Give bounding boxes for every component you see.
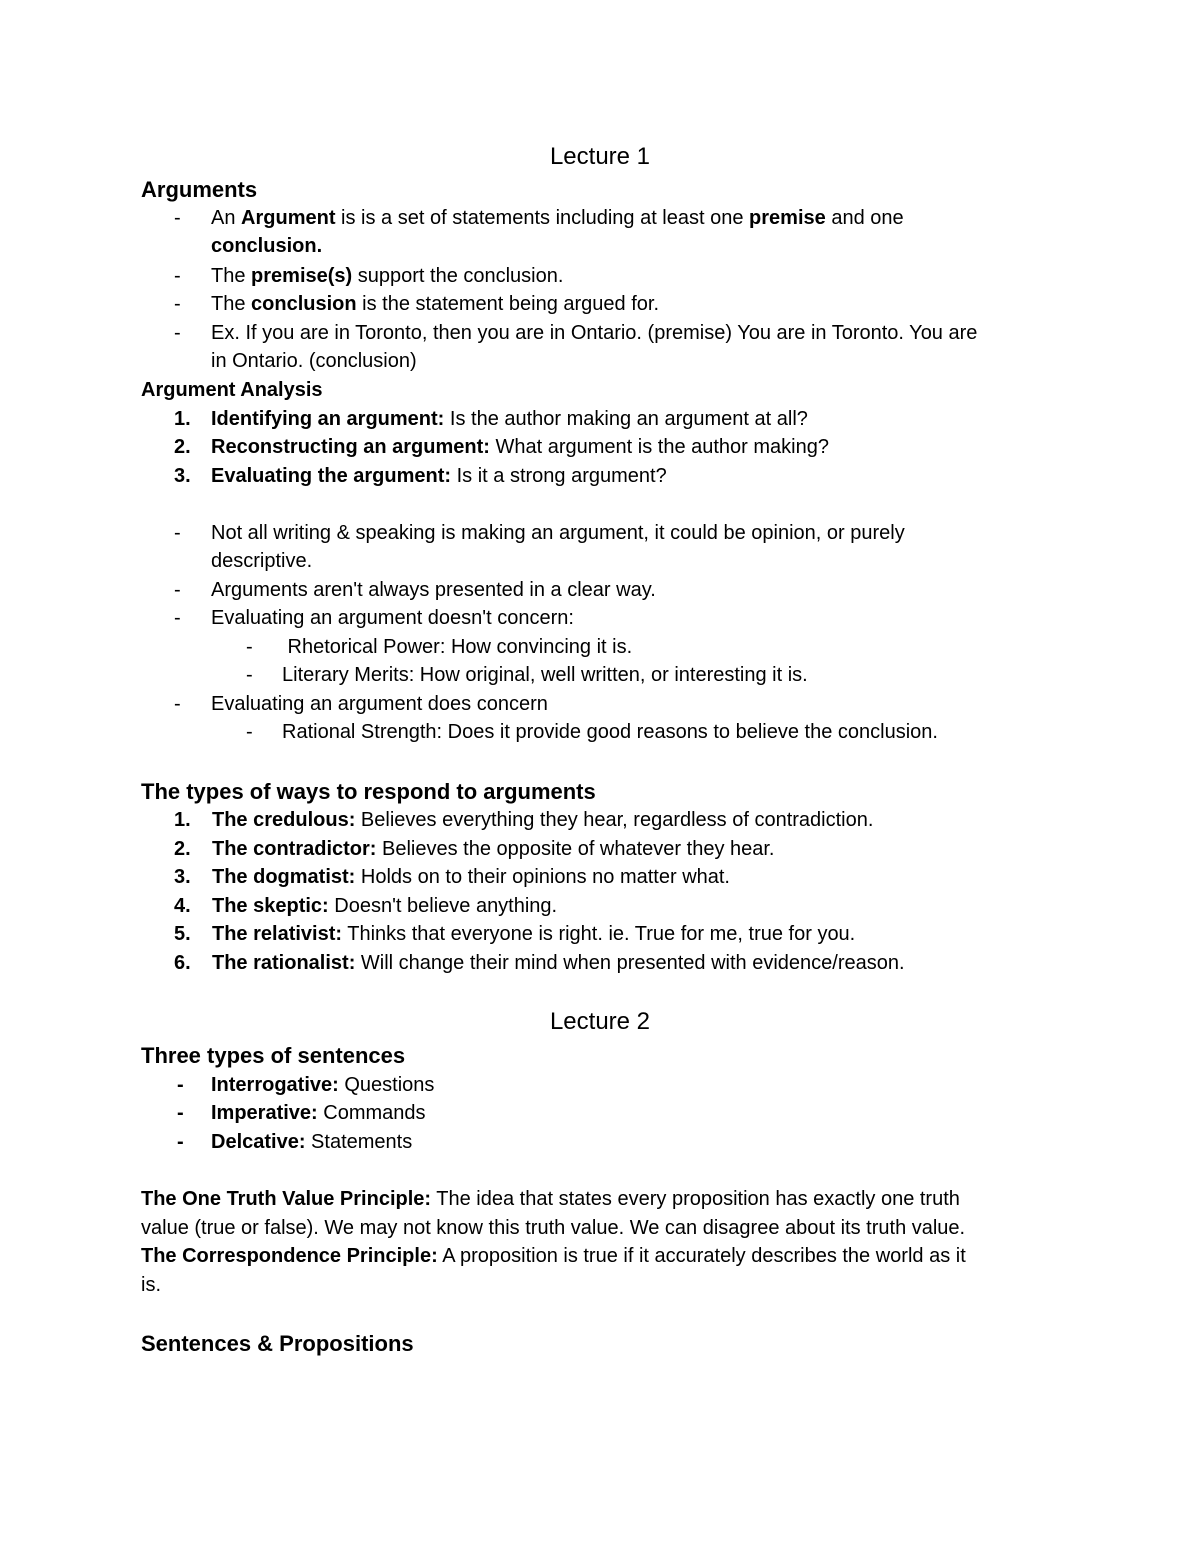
sub-bullet-marker: - <box>246 636 253 658</box>
sentence-types-heading: Three types of sentences <box>141 1043 406 1068</box>
note-line: Arguments aren't always presented in a clear way. <box>211 579 656 601</box>
response-item: The skeptic: Doesn't believe anything. <box>212 895 558 917</box>
argument-definition: An Argument is is a set of statements including at least one premise and one <box>211 207 904 229</box>
argument-analysis-heading: Argument Analysis <box>141 379 323 401</box>
sub-bullet-marker: - <box>246 664 253 686</box>
analysis-step: Reconstructing an argument: What argument is the author making? <box>211 436 829 458</box>
bullet-marker: - <box>177 1074 184 1096</box>
sentence-type-item: Delcative: Statements <box>211 1131 413 1153</box>
bullet-marker: - <box>174 693 181 715</box>
response-number: 2. <box>174 838 191 860</box>
sub-note-line: Literary Merits: How original, well written, or interesting it is. <box>282 664 808 686</box>
one-truth-principle: The One Truth Value Principle: The idea that states every proposition has exactly one truth <box>141 1188 960 1210</box>
example-line-1: Ex. If you are in Toronto, then you are in Ontario. (premise) You are in Toronto. You are <box>211 322 978 344</box>
bullet-marker: - <box>177 1102 184 1124</box>
sentence-type-item: Interrogative: Questions <box>211 1074 435 1096</box>
bullet-marker: - <box>174 607 181 629</box>
response-item: The dogmatist: Holds on to their opinions no matter what. <box>212 866 730 888</box>
response-number: 4. <box>174 895 191 917</box>
conclusion-note: The conclusion is the statement being argued for. <box>211 293 660 315</box>
step-number: 2. <box>174 436 191 458</box>
note-line: Evaluating an argument does concern <box>211 693 548 715</box>
bullet-marker: - <box>174 207 181 229</box>
analysis-step: Identifying an argument: Is the author making an argument at all? <box>211 408 808 430</box>
response-number: 3. <box>174 866 191 888</box>
note-line: Evaluating an argument doesn't concern: <box>211 607 574 629</box>
correspondence-principle: The Correspondence Principle: A proposition is true if it accurately describes the world as it <box>141 1245 966 1267</box>
premise-note: The premise(s) support the conclusion. <box>211 265 564 287</box>
response-item: The credulous: Believes everything they hear, regardless of contradiction. <box>212 809 874 831</box>
correspondence-principle-cont: is. <box>141 1274 161 1296</box>
arguments-heading: Arguments <box>141 177 258 202</box>
note-line: Not all writing & speaking is making an argument, it could be opinion, or purely <box>211 522 905 544</box>
response-item: The relativist: Thinks that everyone is right. ie. True for me, true for you. <box>212 923 856 945</box>
step-number: 1. <box>174 408 191 430</box>
sentences-propositions-heading: Sentences & Propositions <box>141 1331 414 1356</box>
response-number: 1. <box>174 809 191 831</box>
one-truth-principle-cont: value (true or false). We may not know this truth value. We can disagree about its truth value. <box>141 1217 966 1239</box>
response-item: The rationalist: Will change their mind when presented with evidence/reason. <box>212 952 905 974</box>
example-line-2: in Ontario. (conclusion) <box>211 350 417 372</box>
bullet-marker: - <box>174 579 181 601</box>
argument-definition-cont: conclusion. <box>211 235 323 257</box>
sub-note-line: Rhetorical Power: How convincing it is. <box>282 636 633 658</box>
bullet-marker: - <box>177 1131 184 1153</box>
lecture-2-title: Lecture 2 <box>549 1008 651 1035</box>
sub-note-line: Rational Strength: Does it provide good reasons to believe the conclusion. <box>282 721 938 743</box>
analysis-step: Evaluating the argument: Is it a strong argument? <box>211 465 667 487</box>
response-number: 6. <box>174 952 191 974</box>
response-item: The contradictor: Believes the opposite of whatever they hear. <box>212 838 775 860</box>
bullet-marker: - <box>174 265 181 287</box>
sub-bullet-marker: - <box>246 721 253 743</box>
bullet-marker: - <box>174 293 181 315</box>
step-number: 3. <box>174 465 191 487</box>
responses-heading: The types of ways to respond to arguments <box>141 779 596 804</box>
bullet-marker: - <box>174 322 181 344</box>
lecture-1-title: Lecture 1 <box>549 143 651 170</box>
response-number: 5. <box>174 923 191 945</box>
sentence-type-item: Imperative: Commands <box>211 1102 426 1124</box>
note-line-cont: descriptive. <box>211 550 313 572</box>
bullet-marker: - <box>174 522 181 544</box>
